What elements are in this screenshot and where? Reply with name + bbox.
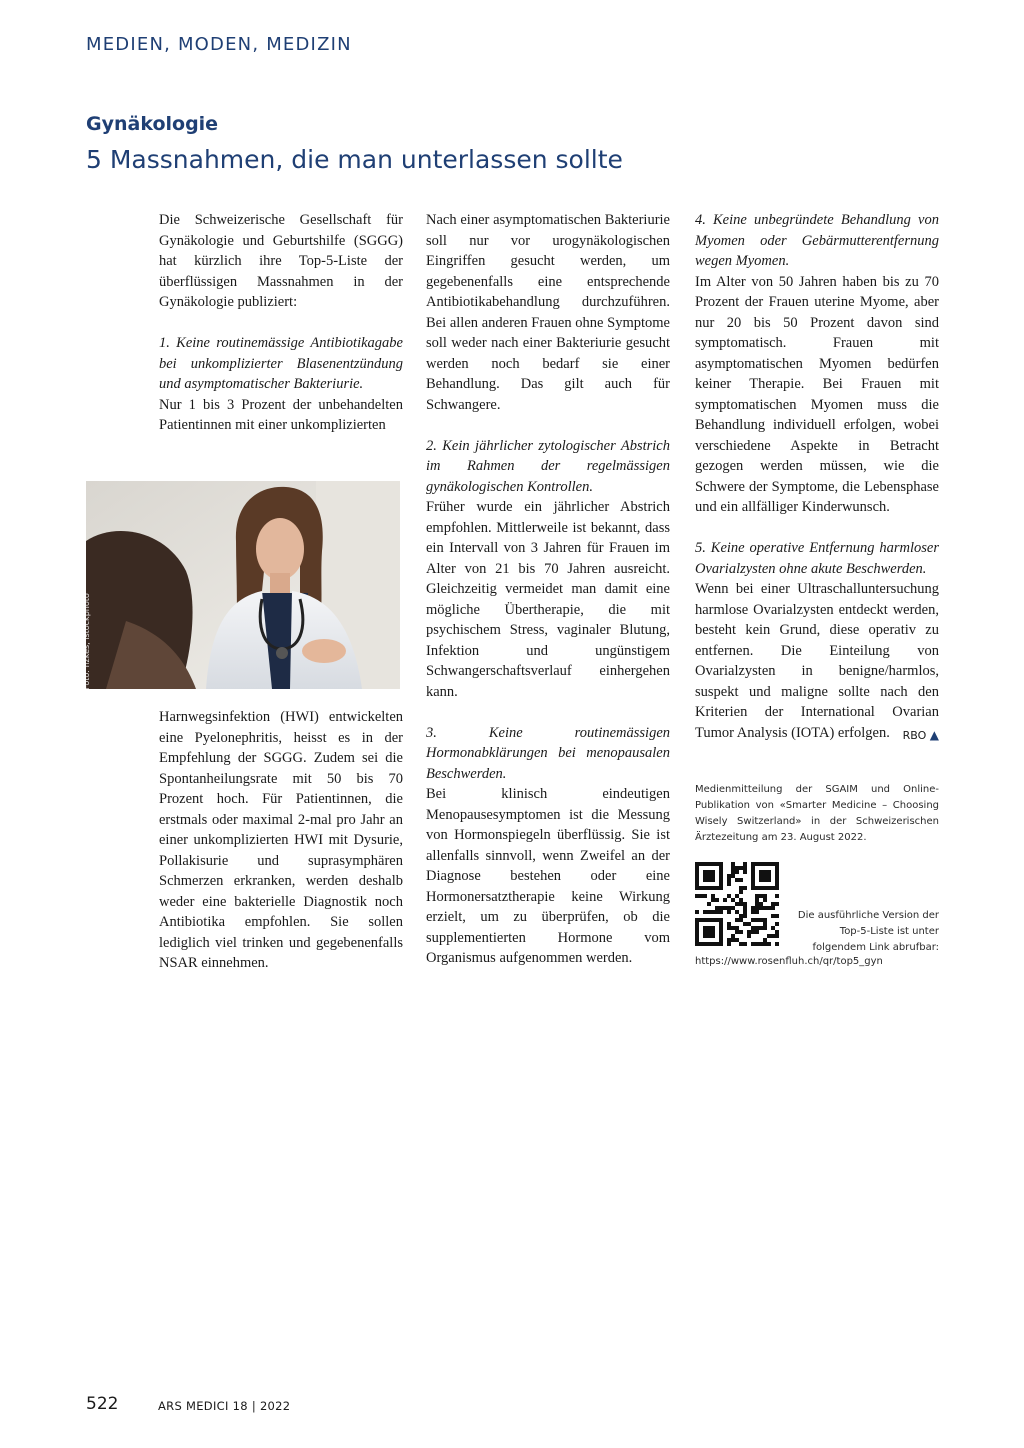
item-2-heading: 2. Kein jährlicher zytologischer Abstrich im Rahmen der regelmässigen gynäkologischen Kontrollen.: [426, 437, 670, 495]
article-title: 5 Massnahmen, die man unterlassen sollte: [86, 145, 623, 174]
item-5-heading: 5. Keine operative Entfernung harmloser Ovarialzysten ohne akute Beschwerden.: [695, 540, 939, 577]
intro-paragraph: Die Schweizerische Gesellschaft für Gynäkologie und Geburtshilfe (SGGG) hat kürzlich ihre Top-5-Liste der überflüssigen Massnahmen in der Gynäkologie publiziert:: [159, 212, 403, 310]
author-signature: [903, 725, 939, 747]
item-5-body-text: Wenn bei einer Ultraschalluntersuchung harmlose Ovarialzysten entdeckt werden, besteht kein Grund, diese operativ zu entfernen. Die Einteilung von Ovarialzysten in benigne/harmlos, suspekt und maligne sollte nach den Kriterien der International Ovarian Tumor Analysis (IOTA) erfolgen.: [695, 581, 939, 741]
item-4-heading: 4. Keine unbegründete Behandlung von Myomen oder Gebärmutterentfernung wegen Myomen.: [695, 212, 939, 269]
item-1-heading: 1. Keine routinemässige Antibiotikagabe bei unkomplizierter Blasenentzündung und asymptomatischer Bakteriurie.: [159, 335, 403, 392]
source-note: Medienmitteilung der SGAIM und Online-Publikation von «Smarter Medicine – Choosing Wisely Switzerland» in der Schweizerischen Ärztezeitung am 23. August 2022.: [695, 784, 939, 843]
item-4-body: Im Alter von 50 Jahren haben bis zu 70 Prozent der Frauen uterine Myome, aber nur 20 bis 50 Prozent davon sind symptomatisch. Frauen mit asymptomatischen Myomen bedürfen keiner Therapie. Bei Frauen mit symptomatischen Myomen muss die Behandlung individuell erfolgen, wobei verschiedene Aspekte in Betracht gezogen werden müssen, wie die Schwere der Symptome, die Lebensphase und ein allfälliger Kinderwunsch.: [695, 273, 939, 515]
photo-credit: Foto: fizkes, istockphoto: [82, 593, 91, 690]
item-1-body-end: Harnwegsinfektion (HWI) entwickelten eine Pyelonephritis, heisst es in der Empfehlung der SGGG. Zudem sei die Spontanheilungsrate mit 50 bis 70 Prozent hoch. Für Patientinnen, die erstmals oder maximal 2-mal pro Jahr an einer unkomplizierten HWI mit Dysurie, Pollakisurie und suprasymphären Schmerzen erkranken, werden deshalb weder eine bakterielle Diagnostik noch Antibiotika empfohlen. Sie sollen lediglich viel trinken und gegebenenfalls NSAR einnehmen.: [159, 709, 403, 971]
qr-code-icon: [695, 862, 779, 946]
column-3: [695, 210, 939, 746]
item-3-body: Bei klinisch eindeutigen Menopausesymptomen ist die Messung von Hormonspiegeln überflüssig. Sie ist allenfalls sinnvoll, wenn Zweifel an der Diagnose bestehen oder eine Hormonersatztherapie keine Wirkung erzielt, um zu überprüfen, ob die supplementierten Hormone vom Organismus aufgenommen werden.: [426, 786, 670, 966]
item-5-body: [695, 579, 939, 743]
item-2-body: Früher wurde ein jährlicher Abstrich empfohlen. Mittlerweile ist bekannt, dass ein Intervall von 3 Jahren für Frauen im Alter von 21 bis 70 Jahren ausreicht. Gleichzeitig vermeidet man damit eine mögliche Übertherapie, die mit psychischem Stress, vaginaler Blutung, Infektion und ungünstigem Schwangerschaftsverlauf einhergehen kann.: [426, 499, 670, 700]
page-number: 522: [86, 1394, 119, 1414]
column-1-top: [159, 210, 403, 436]
item-1-continuation: Nach einer asymptomatischen Bakteriurie soll nur vor urogynäkologischen Eingriffen gesucht werden, um gegebenenfalls eine entsprechende Antibiotikabehandlung durchzuführen. Bei allen anderen Frauen ohne Symptome soll weder nach einer Bakteriurie gesucht werden noch bedarf sie einer Behandlung. Das gilt auch für Schwangere.: [426, 212, 670, 413]
column-1-bottom: [159, 707, 403, 974]
qr-note: Die ausführliche Version der Top-5-Liste ist unter folgendem Link abrufbar:: [797, 910, 939, 953]
article-kicker: Gynäkologie: [86, 113, 219, 135]
journal-name: ARS MEDICI 18 | 2022: [158, 1399, 291, 1413]
end-triangle-icon: ▲: [929, 727, 939, 742]
section-header: MEDIEN, MODEN, MEDIZIN: [86, 34, 352, 55]
item-1-body-start: Nur 1 bis 3 Prozent der unbehandelten Patientinnen mit einer unkomplizierten: [159, 396, 403, 433]
item-3-heading: 3. Keine routinemässigen Hormonabklärungen bei menopausalen Beschwerden.: [426, 724, 670, 782]
author-initials: RBO: [902, 728, 927, 742]
article-photo: [86, 481, 400, 689]
column-2: [426, 210, 670, 969]
doctor-consultation-image: [86, 481, 400, 689]
qr-link[interactable]: https://www.rosenfluh.ch/qr/top5_gyn: [695, 956, 883, 967]
qr-code[interactable]: [695, 862, 779, 946]
